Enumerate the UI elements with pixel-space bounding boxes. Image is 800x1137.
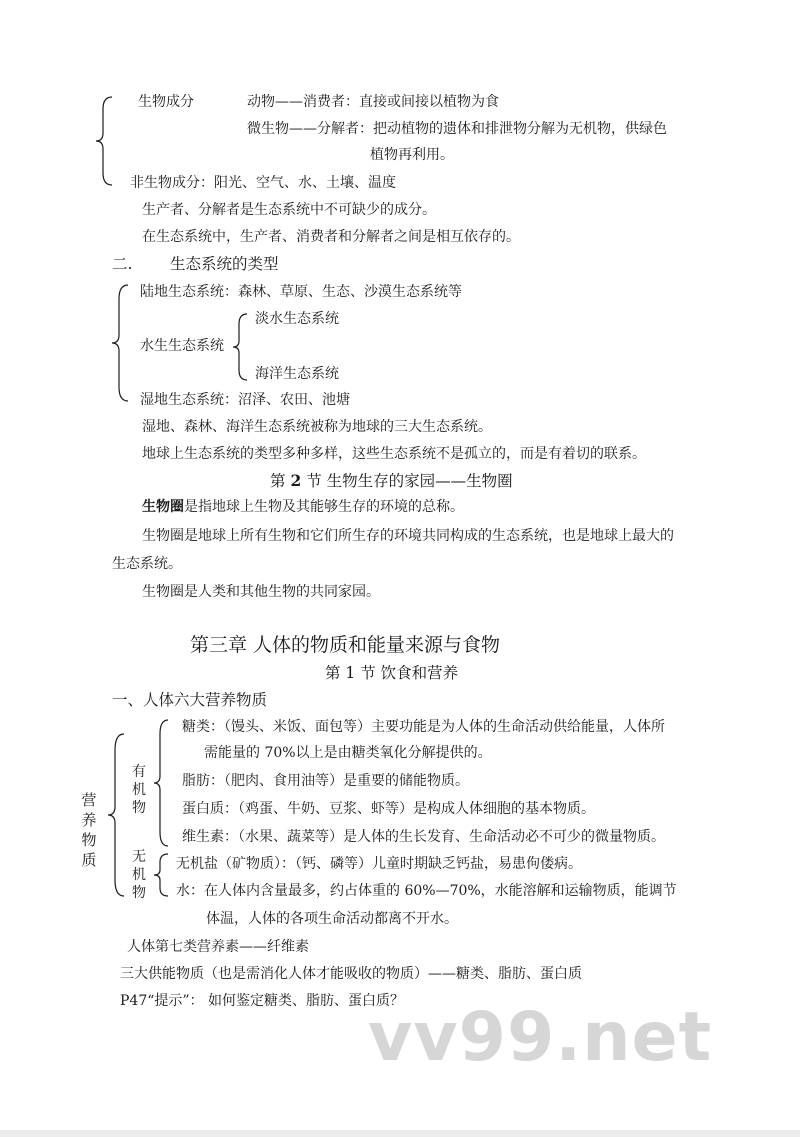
wetland-ecosystem-text: 湿地生态系统：沼泽、农田、池塘 (140, 392, 350, 408)
freshwater-ecosystem-text: 淡水生态系统 (255, 311, 339, 327)
nutrient-water-cont: 体温，人体的各项生命活动都离不开水。 (206, 911, 458, 927)
paragraph-producers: 生产者、分解者是生态系统中不可缺少的成分。 (142, 202, 436, 218)
chapter-title: 第三章 人体的物质和能量来源与食物 (190, 634, 501, 656)
organic-char: 机 (132, 782, 146, 798)
ocean-ecosystem-text: 海洋生态系统 (255, 366, 339, 382)
nutrient-fat: 脂肪：（肥肉、食用油等）是重要的储能物质。 (182, 773, 469, 789)
side-char: 养 (81, 811, 97, 829)
organic-label (131, 763, 147, 817)
organic-char: 物 (132, 800, 146, 816)
brace-water-ecosystem (231, 312, 251, 382)
side-char: 物 (81, 831, 97, 849)
nutrient-water: 水：在人体内含量最多，约占体重的 60%—70%，水能溶解和运输物质，能调节 (176, 883, 677, 899)
nutrients-side-label (80, 790, 98, 870)
nutrient-vitamin: 维生素：（水果、蔬菜等）是人体的生长发育、生命活动必不可少的微量物质。 (182, 829, 665, 845)
nutrient-sugar: 糖类：（馒头、米饭、面包等）主要功能是为人体的生命活动供给能量，人体所 (182, 719, 665, 735)
paragraph-biosphere-largest: 生物圈是地球上所有生物和它们所生存的环境共同构成的生态系统，也是地球上最大的 (142, 528, 674, 544)
paragraph-common-home: 生物圈是人类和其他生物的共同家园。 (142, 584, 380, 600)
brace-inorganic (152, 852, 172, 898)
inorganic-char: 物 (132, 885, 146, 901)
page-bottom-edge (0, 1130, 800, 1137)
side-char: 质 (81, 851, 97, 869)
nonbio-component-text: 非生物成分：阳光、空气、水、土壤、温度 (130, 175, 396, 191)
biosphere-term: 生物圈 (142, 499, 184, 515)
nutrient-sugar-cont: 需能量的 70%以上是由糖类氧化分解提供的。 (204, 745, 492, 761)
section-heading-number: 二. (112, 255, 133, 273)
brace-organic (152, 718, 172, 848)
section-heading-biosphere (270, 473, 513, 490)
section-title-diet: 第 1 节 饮食和营养 (325, 664, 459, 682)
bio-component-label: 生物成分 (138, 94, 194, 110)
heading-number: 2 (290, 471, 302, 490)
brace-ecosystem-types (110, 283, 132, 403)
biosphere-definition-text: 是指地球上生物及其能够生存的环境的总称。 (184, 499, 464, 515)
seventh-nutrient-text: 人体第七类营养素——纤维素 (127, 939, 309, 955)
energy-substances-text: 三大供能物质（也是需消化人体才能吸收的物质）——糖类、脂肪、蛋白质 (120, 966, 582, 982)
section-heading-ecosystem-types: 生态系统的类型 (170, 255, 279, 273)
nutrient-protein: 蛋白质：（鸡蛋、牛奶、豆浆、虾等）是构成人体细胞的基本物质。 (182, 801, 595, 817)
paragraph-three-ecosystems: 湿地、森林、海洋生态系统被称为地球的三大生态系统。 (142, 419, 492, 435)
brace-components (94, 95, 116, 187)
p47-hint-text: P47“提示”： 如何鉴定糖类、脂肪、蛋白质？ (120, 993, 404, 1009)
side-char: 营 (81, 791, 97, 809)
microbe-decomposer-text: 微生物——分解者：把动植物的遗体和排泄物分解为无机物，供绿色 (247, 121, 667, 137)
heading-rest: 节 生物生存的家园——生物圈 (306, 472, 513, 490)
nutrient-mineral: 无机盐（矿物质）：（钙、磷等）儿童时期缺乏钙盐，易患佝偻病。 (176, 856, 582, 872)
water-ecosystem-label: 水生生态系统 (140, 338, 224, 354)
heading-prefix: 第 (270, 472, 286, 490)
paragraph-diversity: 地球上生态系统的类型多种多样，这些生态系统不是孤立的，而是有着切的联系。 (142, 446, 646, 462)
inorganic-label (131, 848, 147, 902)
paragraph-biosphere-largest-cont: 生态系统。 (112, 556, 182, 572)
land-ecosystem-text: 陆地生态系统：森林、草原、生态、沙漠生态系统等 (140, 284, 462, 300)
watermark: vv99.net (368, 998, 713, 1077)
paragraph-interdependence: 在生态系统中，生产者、消费者和分解者之间是相互依存的。 (142, 229, 520, 245)
organic-char: 有 (132, 764, 146, 780)
brace-nutrients (106, 732, 128, 898)
inorganic-char: 机 (132, 867, 146, 883)
microbe-decomposer-text-cont: 植物再利用。 (370, 147, 454, 163)
heading-six-nutrients: 一、人体六大营养物质 (112, 691, 268, 709)
inorganic-char: 无 (132, 849, 146, 865)
biosphere-definition (142, 500, 464, 514)
animal-consumer-text: 动物——消费者：直接或间接以植物为食 (247, 94, 499, 110)
